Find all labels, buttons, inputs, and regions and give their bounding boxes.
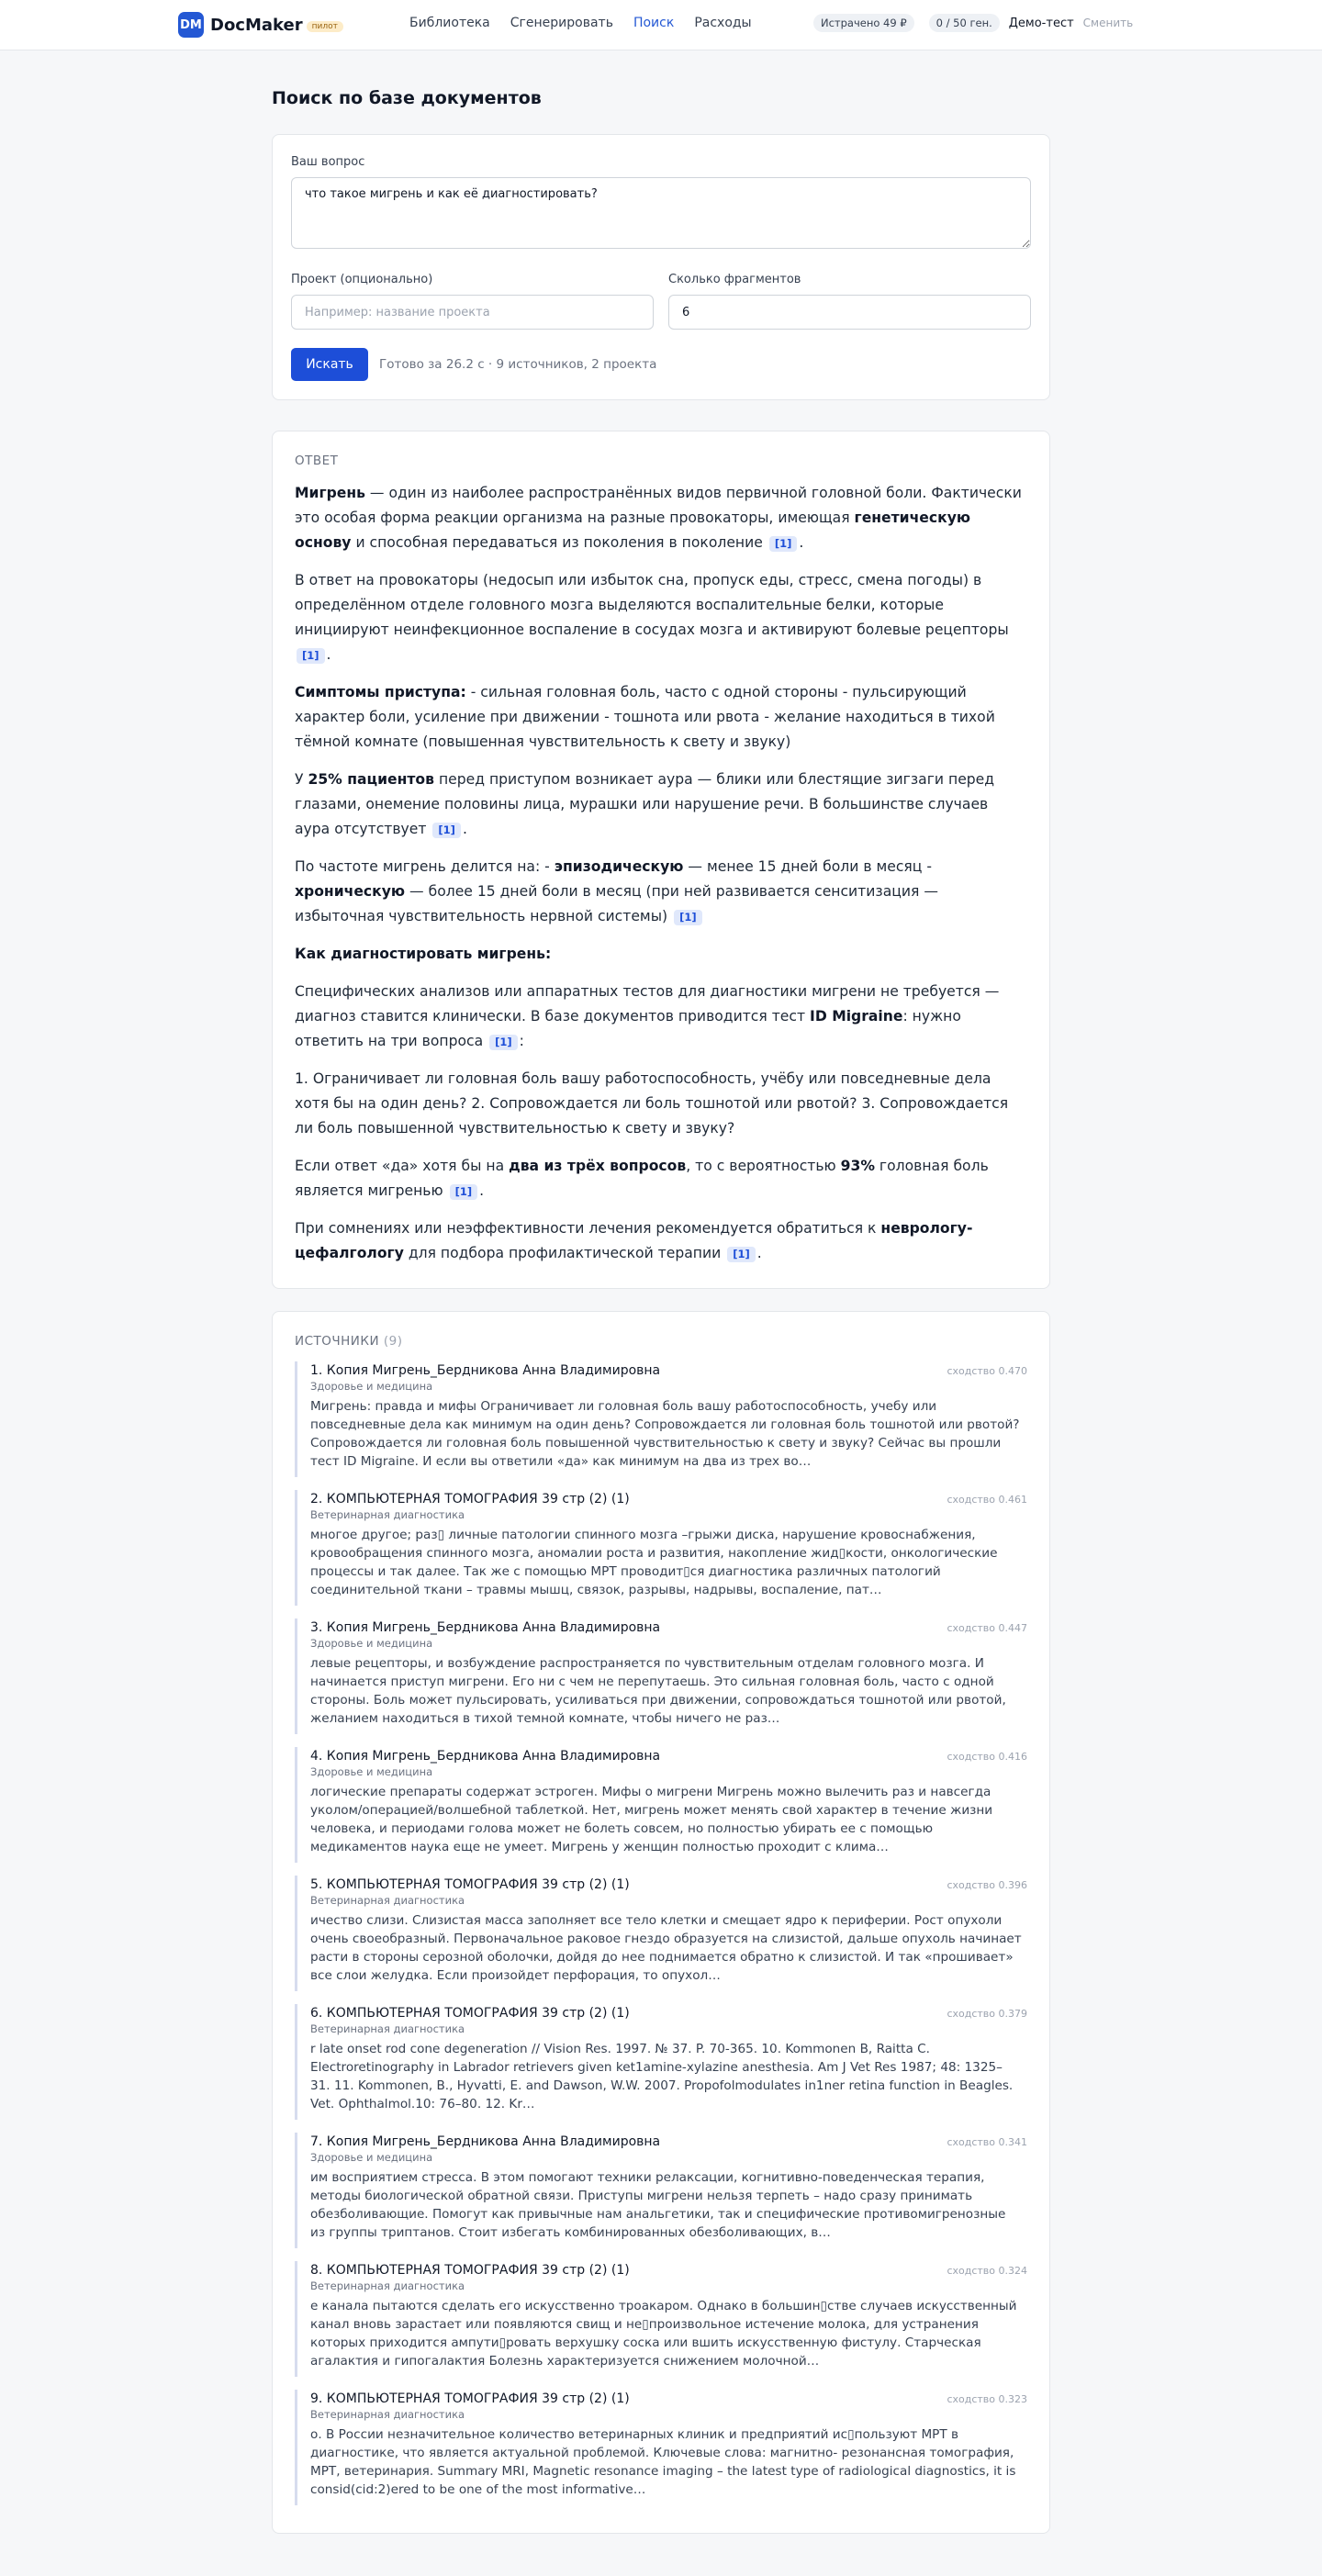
text: : <box>519 1033 524 1049</box>
source-excerpt: е канала пытаются сделать его искусственно троакаром. Однако в большин▯стве случаев искусственный канал вновь зарастает или появляются свищ и не▯произвольное истечение молока, для устранения которых приходится ампути▯ровать верхушку соска или вшить искусственную фистулу. Старческая агалактия и гипогалактия Болезнь характеризуется снижением молочной… <box>310 2299 1017 2369</box>
answer-body <box>295 481 1027 1266</box>
source-category: Здоровье и медицина <box>310 1637 433 1650</box>
source-score: сходство 0.379 <box>947 2008 1027 2020</box>
bold-text: хроническую <box>295 883 406 900</box>
text: : нужно ответить на три вопроса <box>295 1008 961 1049</box>
text: . <box>756 1245 762 1261</box>
brand[interactable] <box>178 12 343 38</box>
main-nav <box>409 16 772 30</box>
answer-paragraph <box>295 680 1027 755</box>
main-content <box>272 88 1050 2534</box>
source-item[interactable] <box>295 2133 1027 2248</box>
source-category: Здоровье и медицина <box>310 2151 433 2164</box>
bold-text: неврологу-цефалгологу <box>295 1220 973 1261</box>
source-score: сходство 0.461 <box>947 1494 1027 1506</box>
pilot-badge: пилот <box>307 21 343 32</box>
fragments-label: Сколько фрагментов <box>668 273 801 286</box>
source-item[interactable] <box>295 2261 1027 2377</box>
text: . <box>326 646 331 663</box>
source-title: 8. КОМПЬЮТЕРНАЯ ТОМОГРАФИЯ 39 стр (2) (1) <box>310 2263 630 2278</box>
source-excerpt: ичество слизи. Слизистая масса заполняет все тело клетки и смещает ядро к периферии. Рост опухоли очень своеобразный. Первоначальное раковое гнездо образуется на слизистой, дальше опухоль начинает расти в стороны серозной оболочки, дойдя до нее поднимается обратно к слизистой. И так «прошивает» все слои желудка. Если произойдет перфорация, то опухол… <box>310 1913 1022 1983</box>
source-item[interactable] <box>295 1618 1027 1734</box>
brand-name: DocMaker <box>210 15 303 35</box>
nav-expenses[interactable]: Расходы <box>694 16 752 30</box>
text: головная боль является мигренью <box>295 1158 989 1199</box>
text: 1. Ограничивает ли головная боль вашу работоспособность, учёбу или повседневные дела хотя бы на один день? 2. Сопровождается ли боль тошнотой или рвотой? 3. Сопровождается ли боль повышенной чувствительностью к свету и звуку? <box>295 1070 1009 1137</box>
source-score: сходство 0.470 <box>947 1365 1027 1377</box>
source-excerpt: левые рецепторы, и возбуждение распространяется по чувствительным отделам головного мозга. И начинается приступ мигрени. Его ни с чем не перепутаешь. Это сильная головная боль, часто с одной стороны. Боль может пульсировать, усиливаться при движении, сопровождаться тошнотой или рвотой, желанием находиться в тихой темной комнате, чтобы ничего не раз… <box>310 1656 1006 1726</box>
question-input[interactable] <box>291 177 1031 249</box>
answer-paragraph <box>295 568 1027 667</box>
nav-search[interactable]: Поиск <box>633 16 675 30</box>
source-category: Ветеринарная диагностика <box>310 2279 465 2292</box>
text: - сильная головная боль, часто с одной стороны - пульсирующий характер боли, усиление при движении - тошнота или рвота - желание находиться в тихой тёмной комнате (повышенная чувствительность к свету и звуку) <box>295 684 995 750</box>
source-score: сходство 0.341 <box>947 2136 1027 2148</box>
citation-link[interactable]: [1] <box>489 1035 518 1050</box>
text: Если ответ «да» хотя бы на <box>295 1158 510 1174</box>
source-excerpt: r late onset rod cone degeneration // Vision Res. 1997. № 37. P. 70-365. 10. Kommonen B, Raitta C. Electroretinography in Labrador retrievers given ket1amine-xylazine anesthesia. Am J Vet Res 1987; 48: 1325–31. 11. Kommonen, B., Hyvatti, E. and Dawson, W.W. 2007. Propofolmodulates in1ner retina function in Beagles. Vet. Ophthalmol.10: 76–80. 12. Kr… <box>310 2042 1014 2111</box>
search-status: Готово за 26.2 с · 9 источников, 2 проекта <box>379 357 657 372</box>
source-score: сходство 0.416 <box>947 1751 1027 1763</box>
source-title: 7. Копия Мигрень_Бердникова Анна Владимировна <box>310 2134 661 2149</box>
source-title: 2. КОМПЬЮТЕРНАЯ ТОМОГРАФИЯ 39 стр (2) (1) <box>310 1492 630 1506</box>
text: Специфических анализов или аппаратных тестов для диагностики мигрени не требуется — диагноз ставится клинически. В базе документов приводится тест <box>295 983 1000 1025</box>
project-input[interactable] <box>291 295 654 330</box>
text: . <box>462 821 467 837</box>
search-button[interactable]: Искать <box>291 348 368 381</box>
spent-badge: Истрачено 49 ₽ <box>813 14 914 32</box>
project-label: Проект (опционально) <box>291 273 433 286</box>
text: В ответ на провокаторы (недосып или избыток сна, пропуск еды, стресс, смена погоды) в определённом отделе головного мозга выделяются воспалительные белки, которые инициируют неинфекционное воспаление в сосудах мозга и активируют болевые рецепторы <box>295 572 1009 638</box>
source-excerpt: Мигрень: правда и мифы Ограничивает ли головная боль вашу работоспособность, учебу или повседневные дела как минимум на один день? Сопровождается ли головная боль тошнотой или рвотой? Сопровождается ли головная боль повышенной чувствительностью к свету и звуку? Сейчас вы прошли тест ID Migraine. И если вы ответили «да» как минимум на два из трех во… <box>310 1399 1020 1469</box>
citation-link[interactable]: [1] <box>450 1184 478 1200</box>
answer-paragraph <box>295 980 1027 1054</box>
page-title: Поиск по базе документов <box>272 88 542 108</box>
source-title: 6. КОМПЬЮТЕРНАЯ ТОМОГРАФИЯ 39 стр (2) (1) <box>310 2006 630 2021</box>
source-title: 3. Копия Мигрень_Бердникова Анна Владимировна <box>310 1620 661 1635</box>
text: По частоте мигрень делится на: - <box>295 858 555 875</box>
source-excerpt: им восприятием стресса. В этом помогают техники релаксации, когнитивно-поведенческая терапия, методы биологической обратной связи. Приступы мигрени нельзя терпеть – надо сразу принимать обезболивающие. Помогут как привычные нам анальгетики, так и специфические противомигренозные из группы триптанов. Стоит избегать комбинированных обезболивающих, в… <box>310 2170 1006 2240</box>
source-excerpt: логические препараты содержат эстроген. Мифы о мигрени Мигрень можно вылечить раз и навсегда уколом/операцией/волшебной таблеткой. Нет, мигрень может менять свой характер в течение жизни человека, и периодами голова может не болеть совсем, но полностью убирать ее с помощью медикаментов наука еще не умеет. Мигрень у женщин полностью проходит с клима… <box>310 1785 993 1854</box>
source-category: Ветеринарная диагностика <box>310 2022 465 2035</box>
sources-count: (9) <box>383 1334 403 1349</box>
bold-text: два из трёх вопросов <box>509 1158 687 1174</box>
sources-card <box>272 1311 1050 2534</box>
text: перед приступом возникает аура — блики или блестящие зигзаги перед глазами, онемение половины лица, мурашки или нарушение речи. В большинстве случаев аура отсутствует <box>295 771 995 837</box>
source-excerpt: многое другое; раз▯ личные патологии спинного мозга –грыжи диска, нарушение кровоснабжения, кровообращения спинного мозга, аномалии роста и развития, накопление жид▯кости, онкологические процессы и так далее. Так же с помощью МРТ проводит▯ся диагностика различных патологий соединительной ткани – травмы мышц, связок, разрывы, надрывы, воспаление, пат… <box>310 1528 998 1597</box>
answer-paragraph <box>295 1067 1027 1141</box>
bold-text: эпизодическую <box>554 858 684 875</box>
bold-text: 93% <box>840 1158 875 1174</box>
source-score: сходство 0.323 <box>947 2393 1027 2405</box>
answer-paragraph <box>295 767 1027 842</box>
nav-library[interactable]: Библиотека <box>409 16 490 30</box>
text: — менее 15 дней боли в месяц - <box>683 858 932 875</box>
bold-text: Симптомы приступа: <box>295 684 466 700</box>
fragments-input[interactable] <box>668 295 1031 330</box>
bold-text: Как диагностировать мигрень: <box>295 946 552 962</box>
answer-paragraph <box>295 855 1027 929</box>
answer-card <box>272 431 1050 1289</box>
source-category: Ветеринарная диагностика <box>310 2408 465 2421</box>
account-area <box>813 14 1133 32</box>
source-title: 9. КОМПЬЮТЕРНАЯ ТОМОГРАФИЯ 39 стр (2) (1) <box>310 2391 630 2406</box>
sources-title: ИСТОЧНИКИ <box>295 1334 380 1349</box>
user-name: Демо-тест <box>1008 16 1074 30</box>
switch-user-link[interactable]: Сменить <box>1082 17 1134 29</box>
source-item[interactable] <box>295 1876 1027 1991</box>
generations-badge: 0 / 50 ген. <box>929 14 1000 32</box>
citation-link[interactable]: [1] <box>674 910 702 925</box>
source-title: 1. Копия Мигрень_Бердникова Анна Владимировна <box>310 1363 661 1378</box>
sources-label <box>295 1334 1027 1349</box>
text: При сомнениях или неэффективности лечения рекомендуется обратиться к <box>295 1220 881 1237</box>
text: У <box>295 771 308 788</box>
text: . <box>479 1182 485 1199</box>
search-form <box>272 134 1050 400</box>
answer-label: ОТВЕТ <box>295 454 339 468</box>
source-excerpt: о. В России незначительное количество ветеринарных клиник и предприятий ис▯пользуют МРТ в диагностике, что является актуальной проблемой. Ключевые слова: магнитно- резонансная томография, МРТ, ветеринария. Summary MRI, Magnetic resonance imaging – the latest type of radiological diagnostics, it is consid(cid:2)ered to be one of the most informative… <box>310 2427 1016 2497</box>
citation-link[interactable]: [1] <box>297 648 325 664</box>
source-score: сходство 0.447 <box>947 1622 1027 1634</box>
source-title: 4. Копия Мигрень_Бердникова Анна Владимировна <box>310 1749 661 1764</box>
text: для подбора профилактической терапии <box>403 1245 726 1261</box>
answer-paragraph <box>295 1216 1027 1266</box>
citation-link[interactable]: [1] <box>727 1247 756 1262</box>
source-item[interactable] <box>295 2004 1027 2120</box>
text: и способная передаваться из поколения в поколение <box>351 534 767 551</box>
source-title: 5. КОМПЬЮТЕРНАЯ ТОМОГРАФИЯ 39 стр (2) (1) <box>310 1877 630 1892</box>
bold-text: 25% пациентов <box>308 771 434 788</box>
nav-generate[interactable]: Сгенерировать <box>510 16 613 30</box>
source-item[interactable] <box>295 1361 1027 1477</box>
text: — более 15 дней боли в месяц (при ней развивается сенситизация — избыточная чувствительность нервной системы) <box>295 883 938 924</box>
citation-link[interactable]: [1] <box>769 536 798 552</box>
source-item[interactable] <box>295 1490 1027 1606</box>
text: , то с вероятностью <box>686 1158 841 1174</box>
source-score: сходство 0.324 <box>947 2265 1027 2277</box>
source-category: Здоровье и медицина <box>310 1380 433 1393</box>
source-item[interactable] <box>295 2390 1027 2505</box>
citation-link[interactable]: [1] <box>432 823 461 838</box>
answer-paragraph <box>295 481 1027 555</box>
bold-text: ID Migraine <box>810 1008 903 1025</box>
question-label: Ваш вопрос <box>291 155 365 169</box>
text: — один из наиболее распространённых видов первичной головной боли. Фактически это особая форма реакции организма на разные провокаторы, имеющая <box>295 485 1022 526</box>
bold-text: Мигрень <box>295 485 365 501</box>
source-category: Ветеринарная диагностика <box>310 1508 465 1521</box>
source-score: сходство 0.396 <box>947 1879 1027 1891</box>
top-bar <box>0 0 1322 50</box>
source-category: Здоровье и медицина <box>310 1765 433 1778</box>
source-category: Ветеринарная диагностика <box>310 1894 465 1907</box>
answer-paragraph <box>295 1154 1027 1204</box>
answer-subheading <box>295 942 1027 967</box>
logo-icon: DM <box>178 12 204 38</box>
bold-text: генетическую основу <box>295 510 971 551</box>
source-item[interactable] <box>295 1747 1027 1863</box>
text: . <box>799 534 804 551</box>
